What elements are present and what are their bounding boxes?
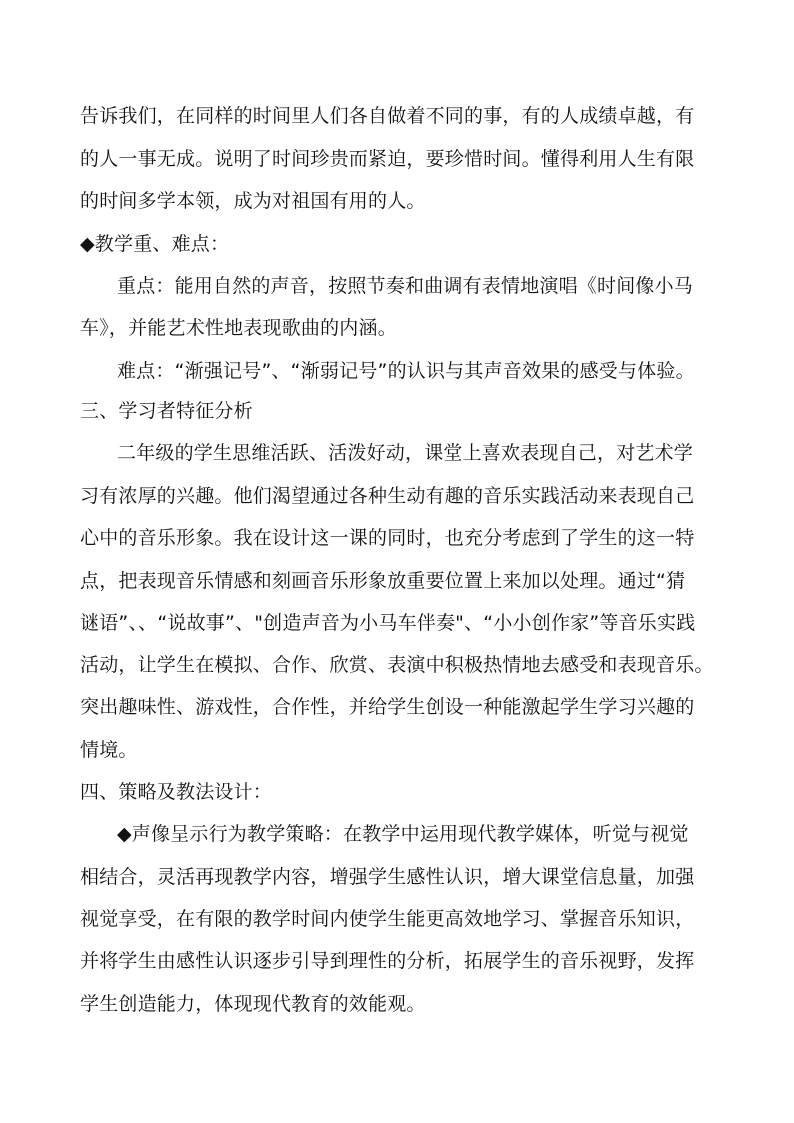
text-line: 情境。: [80, 739, 138, 761]
section-heading: 三、学习者特征分析: [80, 400, 253, 422]
text-line: 的人一事无成。说明了时间珍贵而紧迫，要珍惜时间。懂得利用人生有限: [80, 148, 695, 170]
text-line: 的时间多学本领，成为对祖国有用的人。: [80, 190, 426, 212]
section-heading: ◆教学重、难点：: [80, 233, 230, 255]
text-line: 难点：“渐强记号”、“渐弱记号”的认识与其声音效果的感受与体验。: [117, 360, 695, 382]
text-line: 习有浓厚的兴趣。他们渴望通过各种生动有趣的音乐实践活动来表现自己: [80, 485, 695, 507]
text-line: 告诉我们，在同样的时间里人们各自做着不同的事，有的人成绩卓越，有: [80, 105, 695, 127]
text-line: 视觉享受，在有限的教学时间内使学生能更高效地学习、掌握音乐知识，: [80, 908, 695, 930]
text-line: 点，把表现音乐情感和刻画音乐形象放重要位置上来加以处理。通过“猜: [80, 570, 686, 592]
section-heading: 四、策略及教法设计：: [80, 781, 273, 803]
text-line: 学生创造能力，体现现代教育的效能观。: [80, 993, 426, 1015]
text-line: 突出趣味性、游戏性，合作性，并给学生创设一种能激起学生学习兴趣的: [80, 696, 695, 718]
text-line: 二年级的学生思维活跃、活泼好动，课堂上喜欢表现自己，对艺术学: [117, 442, 694, 464]
text-line: 重点：能用自然的声音，按照节奏和曲调有表情地演唱《时间像小马: [117, 275, 694, 297]
text-line: 活动，让学生在模拟、合作、欣赏、表演中积极热情地去感受和表现音乐。: [80, 654, 714, 676]
text-line: 相结合，灵活再现教学内容，增强学生感性认识，增大课堂信息量，加强: [80, 866, 695, 888]
text-line: 车》，并能艺术性地表现歌曲的内涵。: [80, 317, 397, 339]
text-line: 并将学生由感性认识逐步引导到理性的分析，拓展学生的音乐视野，发挥: [80, 950, 695, 972]
text-line: ◆声像呈示行为教学策略：在教学中运用现代教学媒体，听觉与视觉: [117, 823, 689, 845]
text-line: 心中的音乐形象。我在设计这一课的同时，也充分考虑到了学生的这一特: [80, 527, 695, 549]
text-line: 谜语”、、“说故事”、"创造声音为小马车伴奏"、“小小创作家”等音乐实践: [80, 612, 696, 634]
